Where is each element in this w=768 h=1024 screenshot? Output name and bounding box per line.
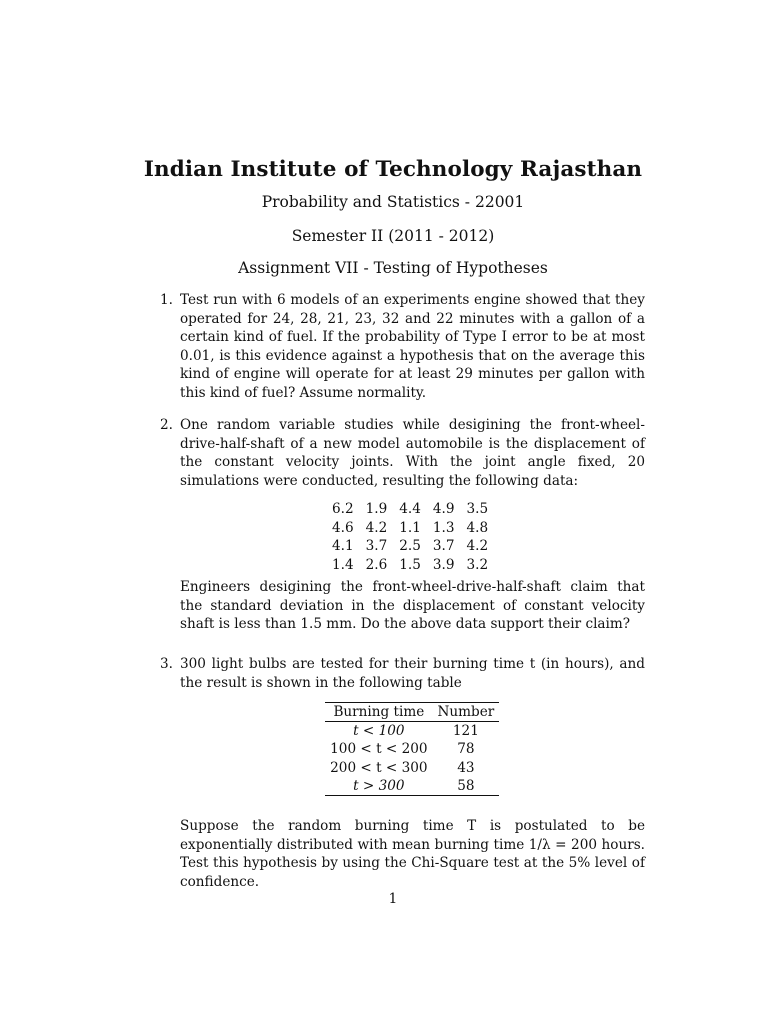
data-cell: 3.7: [365, 538, 388, 555]
data-cell: 4.6: [332, 519, 354, 536]
page-title: Indian Institute of Technology Rajasthan: [143, 157, 643, 182]
data-cell: 1.9: [365, 501, 388, 517]
question-2-text: One random variable studies while desigining the front-wheel-drive-half-shaft of a new model automobile is the displacement of the constant velocity joints. With the joint angle fixed, 20 simulations were conducted, resulting the following data:: [180, 417, 645, 489]
count-cell: 58: [457, 777, 475, 794]
table-row: [325, 759, 499, 777]
simulation-data-grid: [326, 500, 494, 574]
burning-time-cell: t < 100: [353, 723, 405, 740]
question-3-number: 3.: [160, 656, 173, 672]
data-cell: 2.5: [399, 538, 421, 555]
data-cell: 3.7: [432, 538, 455, 555]
data-cell: 1.5: [399, 556, 421, 573]
data-cell: 4.8: [466, 519, 489, 536]
course-subtitle: Probability and Statistics - 22001: [261, 193, 525, 211]
count-cell: 121: [452, 723, 479, 740]
data-cell: 4.4: [399, 501, 421, 517]
data-cell: 6.2: [332, 501, 354, 517]
data-cell: 4.9: [432, 501, 455, 517]
burning-time-cell: t > 300: [353, 777, 405, 794]
data-cell: 3.9: [432, 556, 455, 573]
table-row: [326, 500, 494, 519]
question-1-text: Test run with 6 models of an experiments engine showed that they operated for 24, 28, 21, 23, 32 and 22 minutes with a gallon of a certain kind of fuel. If the probability of Type I error to be at most 0.01, is this evidence against a hypothesis that on the average this kind of engine will operate for at least 29 minutes per gallon with this kind of fuel? Assume normality.: [180, 292, 645, 401]
question-3-text: 300 light bulbs are tested for their burning time t (in hours), and the result is shown in the following table: [180, 656, 645, 691]
question-2-followup: Engineers desigining the front-wheel-drive-half-shaft claim that the standard deviation in the displacement of constant velocity shaft is less than 1.5 mm. Do the above data support their claim?: [180, 579, 645, 633]
burning-time-table: [325, 702, 499, 796]
count-cell: 43: [457, 759, 475, 776]
question-1-number: 1.: [160, 292, 173, 308]
data-cell: 1.4: [332, 556, 354, 573]
column-header-burning-time: Burning time: [333, 704, 425, 720]
table-row: [326, 556, 494, 575]
count-cell: 78: [457, 741, 475, 758]
page-number: 1: [388, 891, 398, 907]
data-cell: 4.1: [332, 538, 354, 555]
table-row: [325, 722, 499, 741]
data-cell: 1.3: [432, 519, 455, 536]
data-cell: 3.2: [466, 556, 489, 573]
data-cell: 1.1: [399, 519, 421, 536]
table-header-row: [325, 703, 499, 722]
question-3-followup: Suppose the random burning time T is postulated to be exponentially distributed with mean burning time 1/λ = 200 hours. Test this hypothesis by using the Chi-Square test at the 5% level of confidence.: [180, 818, 645, 890]
column-header-number: Number: [437, 704, 495, 720]
question-2-number: 2.: [160, 417, 173, 433]
table-row: [325, 740, 499, 758]
burning-time-cell: 200 < t < 300: [330, 759, 428, 776]
table-row: [326, 519, 494, 538]
data-cell: 2.6: [365, 556, 388, 573]
data-cell: 4.2: [365, 519, 388, 536]
data-cell: 3.5: [466, 501, 489, 517]
semester-subtitle: Semester II (2011 - 2012): [291, 227, 495, 245]
assignment-subtitle: Assignment VII - Testing of Hypotheses: [238, 259, 548, 277]
table-row: [326, 537, 494, 556]
data-cell: 4.2: [466, 538, 489, 555]
burning-time-cell: 100 < t < 200: [330, 741, 428, 758]
table-row: [325, 777, 499, 796]
